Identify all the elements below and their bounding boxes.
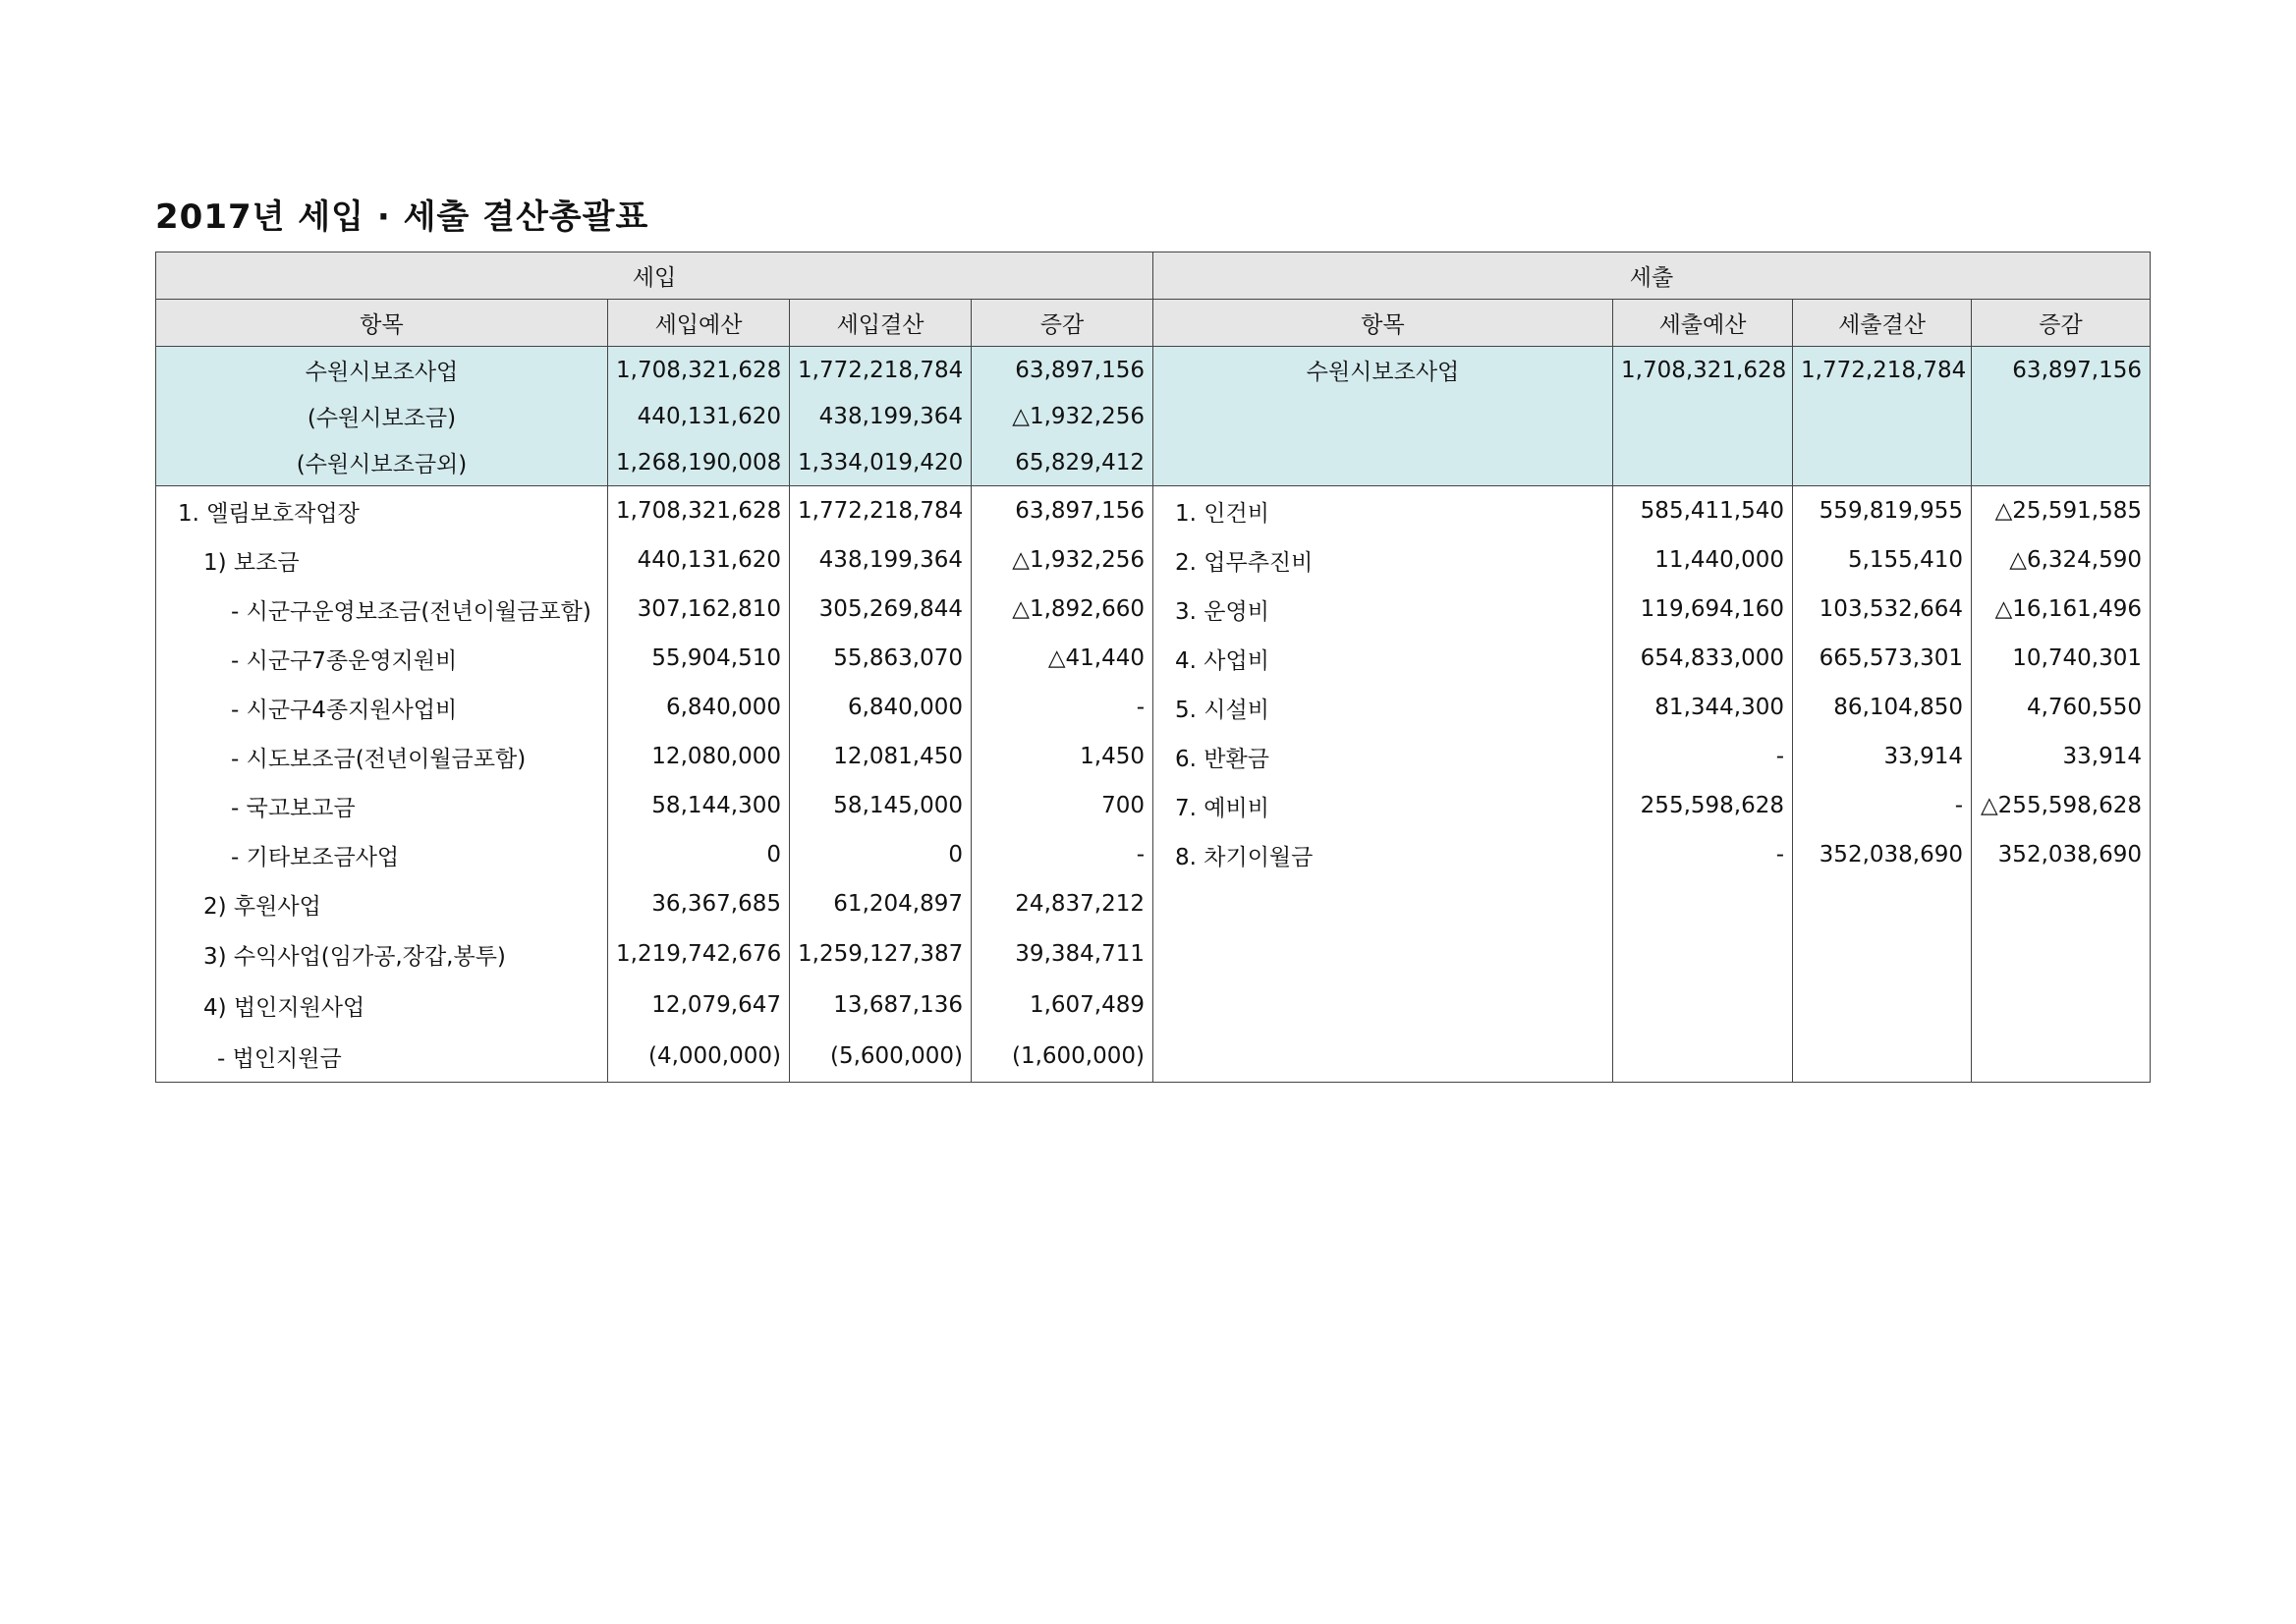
row-exp-budget: 654,833,000 [1613, 634, 1793, 683]
row-label: 2) 후원사업 [156, 879, 608, 928]
row-settle: (5,600,000) [790, 1031, 972, 1083]
row-exp-settle: 665,573,301 [1793, 634, 1972, 683]
summary-budget: 1,708,321,628 [608, 347, 790, 394]
row-exp-diff [1972, 879, 2151, 928]
row-label: - 국고보고금 [156, 781, 608, 830]
table-row [156, 1031, 2151, 1083]
col-exp-diff: 증감 [1972, 300, 2151, 347]
table-row [156, 928, 2151, 980]
summary-exp-budget [1613, 393, 1793, 439]
row-exp-settle: 5,155,410 [1793, 535, 1972, 585]
row-settle: 305,269,844 [790, 585, 972, 634]
row-settle: 6,840,000 [790, 683, 972, 732]
summary-exp-label: 수원시보조사업 [1153, 347, 1613, 394]
col-rev-budget: 세입예산 [608, 300, 790, 347]
row-budget: 36,367,685 [608, 879, 790, 928]
row-diff: 39,384,711 [972, 928, 1153, 980]
row-exp-settle: 86,104,850 [1793, 683, 1972, 732]
row-exp-settle [1793, 928, 1972, 980]
row-settle: 12,081,450 [790, 732, 972, 781]
summary-settle: 438,199,364 [790, 393, 972, 439]
group-header-row [156, 252, 2151, 300]
row-exp-budget: - [1613, 732, 1793, 781]
row-budget: 12,080,000 [608, 732, 790, 781]
row-diff: 700 [972, 781, 1153, 830]
row-exp-label: 6. 반환금 [1153, 732, 1613, 781]
summary-row [156, 439, 2151, 486]
row-settle: 0 [790, 830, 972, 879]
row-exp-budget [1613, 1031, 1793, 1083]
row-exp-settle [1793, 1031, 1972, 1083]
row-exp-settle: - [1793, 781, 1972, 830]
summary-diff: 65,829,412 [972, 439, 1153, 486]
summary-exp-budget [1613, 439, 1793, 486]
row-diff: 63,897,156 [972, 486, 1153, 536]
table-row [156, 486, 2151, 536]
row-exp-diff [1972, 980, 2151, 1031]
row-diff: - [972, 830, 1153, 879]
row-label: 1. 엘림보호작업장 [156, 486, 608, 536]
row-exp-diff: △255,598,628 [1972, 781, 2151, 830]
summary-exp-diff [1972, 439, 2151, 486]
row-exp-label: 4. 사업비 [1153, 634, 1613, 683]
page-title: 2017년 세입 · 세출 결산총괄표 [155, 197, 649, 237]
row-exp-label [1153, 879, 1613, 928]
row-diff: 1,450 [972, 732, 1153, 781]
summary-exp-settle [1793, 393, 1972, 439]
row-exp-label: 8. 차기이월금 [1153, 830, 1613, 879]
row-exp-budget: 119,694,160 [1613, 585, 1793, 634]
row-exp-budget: 11,440,000 [1613, 535, 1793, 585]
row-settle: 61,204,897 [790, 879, 972, 928]
row-budget: (4,000,000) [608, 1031, 790, 1083]
row-exp-label: 3. 운영비 [1153, 585, 1613, 634]
row-exp-label: 1. 인건비 [1153, 486, 1613, 536]
summary-exp-settle: 1,772,218,784 [1793, 347, 1972, 394]
summary-diff: △1,932,256 [972, 393, 1153, 439]
row-label: - 시도보조금(전년이월금포함) [156, 732, 608, 781]
row-exp-settle [1793, 879, 1972, 928]
row-diff: 24,837,212 [972, 879, 1153, 928]
summary-label: (수원시보조금) [156, 393, 608, 439]
row-exp-diff: △25,591,585 [1972, 486, 2151, 536]
table-row [156, 781, 2151, 830]
col-exp-settle: 세출결산 [1793, 300, 1972, 347]
row-label: 1) 보조금 [156, 535, 608, 585]
row-budget: 6,840,000 [608, 683, 790, 732]
summary-exp-budget: 1,708,321,628 [1613, 347, 1793, 394]
row-exp-diff: 33,914 [1972, 732, 2151, 781]
summary-budget: 440,131,620 [608, 393, 790, 439]
row-budget: 0 [608, 830, 790, 879]
summary-settle: 1,772,218,784 [790, 347, 972, 394]
row-diff: (1,600,000) [972, 1031, 1153, 1083]
row-settle: 13,687,136 [790, 980, 972, 1031]
summary-row [156, 347, 2151, 394]
row-exp-settle [1793, 980, 1972, 1031]
summary-label: 수원시보조사업 [156, 347, 608, 394]
column-header-row [156, 300, 2151, 347]
summary-settle: 1,334,019,420 [790, 439, 972, 486]
row-exp-settle: 559,819,955 [1793, 486, 1972, 536]
row-exp-settle: 352,038,690 [1793, 830, 1972, 879]
row-exp-label [1153, 1031, 1613, 1083]
row-budget: 1,708,321,628 [608, 486, 790, 536]
row-exp-budget [1613, 980, 1793, 1031]
row-exp-budget: 255,598,628 [1613, 781, 1793, 830]
summary-diff: 63,897,156 [972, 347, 1153, 394]
table-row [156, 585, 2151, 634]
row-exp-settle: 33,914 [1793, 732, 1972, 781]
summary-exp-settle [1793, 439, 1972, 486]
row-exp-budget: - [1613, 830, 1793, 879]
row-exp-diff: 10,740,301 [1972, 634, 2151, 683]
summary-budget: 1,268,190,008 [608, 439, 790, 486]
row-exp-budget: 81,344,300 [1613, 683, 1793, 732]
row-exp-label [1153, 980, 1613, 1031]
col-rev-item: 항목 [156, 300, 608, 347]
expense-group-header: 세출 [1153, 252, 2151, 300]
table-row [156, 634, 2151, 683]
revenue-group-header: 세입 [156, 252, 1153, 300]
table-row [156, 879, 2151, 928]
row-diff: - [972, 683, 1153, 732]
row-exp-label: 7. 예비비 [1153, 781, 1613, 830]
row-budget: 55,904,510 [608, 634, 790, 683]
row-settle: 438,199,364 [790, 535, 972, 585]
row-exp-budget: 585,411,540 [1613, 486, 1793, 536]
row-exp-label [1153, 928, 1613, 980]
row-label: - 기타보조금사업 [156, 830, 608, 879]
row-exp-diff: 4,760,550 [1972, 683, 2151, 732]
row-diff: △1,932,256 [972, 535, 1153, 585]
row-exp-settle: 103,532,664 [1793, 585, 1972, 634]
row-budget: 440,131,620 [608, 535, 790, 585]
row-budget: 58,144,300 [608, 781, 790, 830]
row-exp-label: 5. 시설비 [1153, 683, 1613, 732]
row-label: 3) 수익사업(임가공,장갑,봉투) [156, 928, 608, 980]
row-budget: 1,219,742,676 [608, 928, 790, 980]
row-label: 4) 법인지원사업 [156, 980, 608, 1031]
settlement-table [155, 252, 2151, 1083]
row-settle: 1,259,127,387 [790, 928, 972, 980]
row-settle: 58,145,000 [790, 781, 972, 830]
summary-label: (수원시보조금외) [156, 439, 608, 486]
row-label: - 시군구운영보조금(전년이월금포함) [156, 585, 608, 634]
row-settle: 1,772,218,784 [790, 486, 972, 536]
table-row [156, 830, 2151, 879]
row-exp-label: 2. 업무추진비 [1153, 535, 1613, 585]
summary-exp-diff: 63,897,156 [1972, 347, 2151, 394]
row-budget: 12,079,647 [608, 980, 790, 1031]
col-exp-budget: 세출예산 [1613, 300, 1793, 347]
row-diff: △1,892,660 [972, 585, 1153, 634]
summary-exp-label [1153, 439, 1613, 486]
row-exp-diff: △16,161,496 [1972, 585, 2151, 634]
row-exp-budget [1613, 879, 1793, 928]
row-exp-budget [1613, 928, 1793, 980]
row-diff: △41,440 [972, 634, 1153, 683]
row-label: - 시군구7종운영지원비 [156, 634, 608, 683]
table-row [156, 980, 2151, 1031]
row-settle: 55,863,070 [790, 634, 972, 683]
row-budget: 307,162,810 [608, 585, 790, 634]
col-exp-item: 항목 [1153, 300, 1613, 347]
row-exp-diff [1972, 1031, 2151, 1083]
summary-exp-label [1153, 393, 1613, 439]
summary-row [156, 393, 2151, 439]
table-row [156, 535, 2151, 585]
table-row [156, 732, 2151, 781]
col-rev-diff: 증감 [972, 300, 1153, 347]
row-label: - 법인지원금 [156, 1031, 608, 1083]
row-diff: 1,607,489 [972, 980, 1153, 1031]
row-exp-diff: △6,324,590 [1972, 535, 2151, 585]
table-row [156, 683, 2151, 732]
row-exp-diff [1972, 928, 2151, 980]
summary-exp-diff [1972, 393, 2151, 439]
row-label: - 시군구4종지원사업비 [156, 683, 608, 732]
col-rev-settle: 세입결산 [790, 300, 972, 347]
row-exp-diff: 352,038,690 [1972, 830, 2151, 879]
